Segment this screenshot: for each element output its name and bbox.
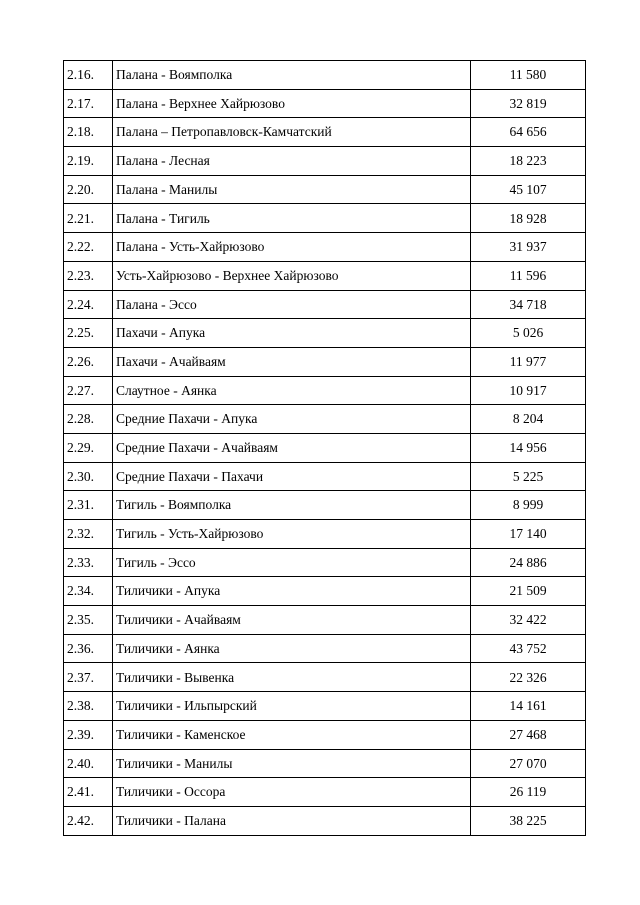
route-name-cell: Палана - Эссо	[113, 290, 471, 319]
routes-table	[63, 60, 586, 836]
table-row	[64, 319, 586, 348]
row-number-cell: 2.24.	[64, 290, 113, 319]
route-value-cell: 11 596	[471, 261, 586, 290]
route-name-cell: Средние Пахачи - Апука	[113, 405, 471, 434]
route-value-cell: 11 977	[471, 347, 586, 376]
route-name-cell: Палана - Верхнее Хайрюзово	[113, 89, 471, 118]
route-name-cell: Слаутное - Аянка	[113, 376, 471, 405]
route-name-cell: Тиличики - Аянка	[113, 634, 471, 663]
route-value-cell: 11 580	[471, 61, 586, 90]
table-row	[64, 491, 586, 520]
row-number-cell: 2.42.	[64, 806, 113, 835]
route-name-cell: Палана - Лесная	[113, 147, 471, 176]
row-number-cell: 2.39.	[64, 720, 113, 749]
row-number-cell: 2.19.	[64, 147, 113, 176]
table-row	[64, 606, 586, 635]
route-value-cell: 17 140	[471, 520, 586, 549]
table-row	[64, 89, 586, 118]
row-number-cell: 2.35.	[64, 606, 113, 635]
route-name-cell: Тиличики - Манилы	[113, 749, 471, 778]
table-row	[64, 720, 586, 749]
route-value-cell: 38 225	[471, 806, 586, 835]
row-number-cell: 2.17.	[64, 89, 113, 118]
table-row	[64, 261, 586, 290]
route-name-cell: Средние Пахачи - Пахачи	[113, 462, 471, 491]
route-value-cell: 32 819	[471, 89, 586, 118]
table-row	[64, 147, 586, 176]
route-name-cell: Тиличики - Каменское	[113, 720, 471, 749]
table-row	[64, 692, 586, 721]
row-number-cell: 2.21.	[64, 204, 113, 233]
table-row	[64, 175, 586, 204]
row-number-cell: 2.18.	[64, 118, 113, 147]
route-value-cell: 43 752	[471, 634, 586, 663]
row-number-cell: 2.30.	[64, 462, 113, 491]
row-number-cell: 2.38.	[64, 692, 113, 721]
row-number-cell: 2.20.	[64, 175, 113, 204]
route-value-cell: 31 937	[471, 233, 586, 262]
table-row	[64, 462, 586, 491]
row-number-cell: 2.33.	[64, 548, 113, 577]
route-name-cell: Тиличики - Палана	[113, 806, 471, 835]
route-name-cell: Тигиль - Воямполка	[113, 491, 471, 520]
route-name-cell: Палана - Воямполка	[113, 61, 471, 90]
route-name-cell: Палана - Усть-Хайрюзово	[113, 233, 471, 262]
row-number-cell: 2.34.	[64, 577, 113, 606]
route-name-cell: Палана - Тигиль	[113, 204, 471, 233]
row-number-cell: 2.32.	[64, 520, 113, 549]
table-row	[64, 118, 586, 147]
route-name-cell: Средние Пахачи - Ачайваям	[113, 433, 471, 462]
row-number-cell: 2.23.	[64, 261, 113, 290]
route-value-cell: 32 422	[471, 606, 586, 635]
route-name-cell: Тиличики - Вывенка	[113, 663, 471, 692]
row-number-cell: 2.27.	[64, 376, 113, 405]
route-name-cell: Тиличики - Ачайваям	[113, 606, 471, 635]
route-name-cell: Тиличики - Ильпырский	[113, 692, 471, 721]
row-number-cell: 2.36.	[64, 634, 113, 663]
route-value-cell: 18 223	[471, 147, 586, 176]
route-value-cell: 24 886	[471, 548, 586, 577]
route-name-cell: Палана - Манилы	[113, 175, 471, 204]
route-value-cell: 14 956	[471, 433, 586, 462]
table-row	[64, 405, 586, 434]
table-row	[64, 61, 586, 90]
table-row	[64, 233, 586, 262]
table-row	[64, 376, 586, 405]
table-row	[64, 806, 586, 835]
route-value-cell: 64 656	[471, 118, 586, 147]
route-value-cell: 18 928	[471, 204, 586, 233]
routes-table-body	[64, 61, 586, 836]
row-number-cell: 2.25.	[64, 319, 113, 348]
row-number-cell: 2.40.	[64, 749, 113, 778]
route-name-cell: Усть-Хайрюзово - Верхнее Хайрюзово	[113, 261, 471, 290]
table-row	[64, 290, 586, 319]
route-value-cell: 5 225	[471, 462, 586, 491]
route-value-cell: 27 468	[471, 720, 586, 749]
route-name-cell: Палана – Петропавловск-Камчатский	[113, 118, 471, 147]
table-row	[64, 778, 586, 807]
table-row	[64, 634, 586, 663]
row-number-cell: 2.22.	[64, 233, 113, 262]
route-value-cell: 26 119	[471, 778, 586, 807]
table-row	[64, 520, 586, 549]
route-value-cell: 14 161	[471, 692, 586, 721]
row-number-cell: 2.16.	[64, 61, 113, 90]
row-number-cell: 2.41.	[64, 778, 113, 807]
table-row	[64, 749, 586, 778]
route-name-cell: Тиличики - Оссора	[113, 778, 471, 807]
table-row	[64, 204, 586, 233]
row-number-cell: 2.26.	[64, 347, 113, 376]
table-row	[64, 433, 586, 462]
table-row	[64, 347, 586, 376]
route-value-cell: 45 107	[471, 175, 586, 204]
row-number-cell: 2.31.	[64, 491, 113, 520]
route-value-cell: 5 026	[471, 319, 586, 348]
route-value-cell: 34 718	[471, 290, 586, 319]
route-name-cell: Тигиль - Эссо	[113, 548, 471, 577]
route-value-cell: 10 917	[471, 376, 586, 405]
row-number-cell: 2.28.	[64, 405, 113, 434]
table-row	[64, 577, 586, 606]
route-value-cell: 8 204	[471, 405, 586, 434]
route-name-cell: Пахачи - Апука	[113, 319, 471, 348]
row-number-cell: 2.29.	[64, 433, 113, 462]
route-name-cell: Тиличики - Апука	[113, 577, 471, 606]
table-row	[64, 548, 586, 577]
route-value-cell: 22 326	[471, 663, 586, 692]
route-value-cell: 21 509	[471, 577, 586, 606]
route-name-cell: Тигиль - Усть-Хайрюзово	[113, 520, 471, 549]
row-number-cell: 2.37.	[64, 663, 113, 692]
route-name-cell: Пахачи - Ачайваям	[113, 347, 471, 376]
table-row	[64, 663, 586, 692]
route-value-cell: 27 070	[471, 749, 586, 778]
route-value-cell: 8 999	[471, 491, 586, 520]
